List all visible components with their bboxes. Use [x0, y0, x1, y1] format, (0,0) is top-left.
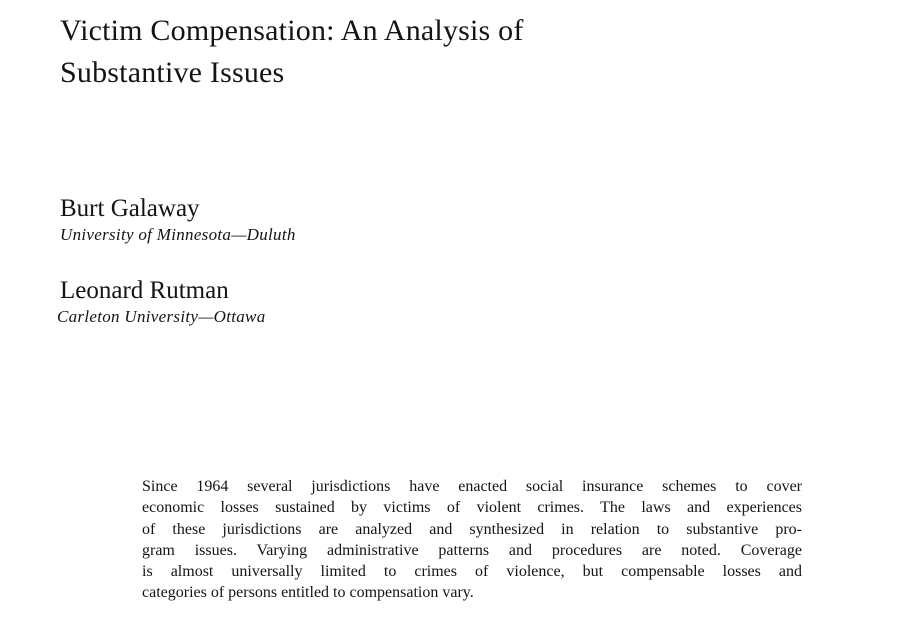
author-affiliation: Carleton University—Ottawa	[57, 307, 266, 326]
title-line: Victim Compensation: An Analysis of	[60, 14, 524, 47]
abstract-line: categories of persons entitled to compensation vary.	[142, 584, 474, 602]
author-name: Burt Galaway	[60, 195, 200, 222]
abstract-line: gram issues. Varying administrative patterns and procedures are noted. Coverage	[142, 541, 802, 559]
abstract-line: of these jurisdictions are analyzed and synthesized in relation to substantive pro-	[142, 520, 802, 538]
abstract-line: economic losses sustained by victims of violent crimes. The laws and experiences	[142, 499, 802, 517]
author-block	[60, 194, 296, 246]
title-line: Substantive Issues	[60, 56, 285, 89]
abstract-line: Since 1964 several jurisdictions have enacted social insurance schemes to cover	[142, 478, 802, 495]
author-affiliation: University of Minnesota—Duluth	[60, 225, 296, 244]
abstract-line: is almost universally limited to crimes of violence, but compensable losses and	[142, 563, 802, 581]
author-name: Leonard Rutman	[60, 277, 229, 304]
paper-title	[60, 10, 820, 94]
abstract	[142, 476, 802, 604]
author-block	[57, 276, 266, 328]
